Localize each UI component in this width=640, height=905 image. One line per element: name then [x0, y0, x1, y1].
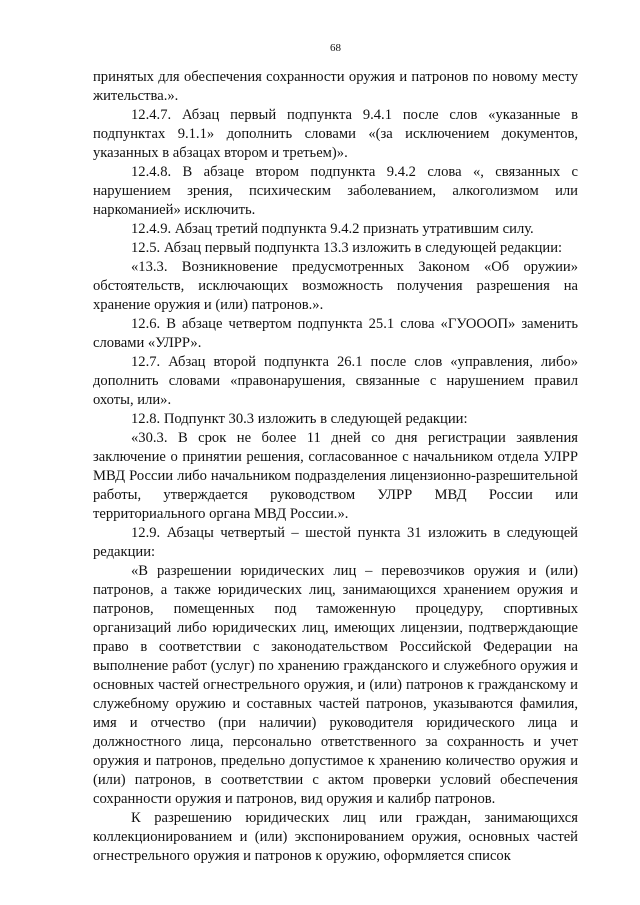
paragraph: «В разрешении юридических лиц – перевозчиков оружия и (или) патронов, а также юридических лиц, занимающихся хранением оружия и патронов, помещенных под таможенную процедуру, спортивных организаций либо юридических лиц, имеющих лицензии, подтверждающие право в соответствии с законодательством Российской Федерации на выполнение работ (услуг) по хранению гражданского и служебного оружия и основных частей огнестрельного оружия, и (или) патронов к гражданскому и служебному оружию и составных частей патронов, указываются фамилия, имя и отчество (при наличии) руководителя юридического лица и должностного лица, персонально ответственного за сохранность и учет оружия и патронов, предельно допустимое к хранению количество оружия и (или) патронов, в соответствии с актом проверки условий обеспечения сохранности оружия и патронов, вид оружия и калибр патронов.: [93, 563, 578, 807]
paragraph: 12.5. Абзац первый подпункта 13.3 изложить в следующей редакции:: [131, 240, 563, 256]
paragraph: принятых для обеспечения сохранности оружия и патронов по новому месту жительства.».: [93, 69, 578, 104]
paragraph: «30.3. В срок не более 11 дней со дня регистрации заявления заключение о принятии решения, согласованное с начальником отдела УЛРР МВД России либо начальником подразделения лицензионно-разрешительной работы, утверждается руководством УЛРР МВД России или территориального органа МВД России.».: [93, 430, 578, 522]
paragraph: 12.4.8. В абзаце втором подпункта 9.4.2 слова «, связанных с нарушением зрения, психическим заболеванием, алкоголизмом или наркоманией» исключить.: [93, 164, 578, 218]
paragraph: «13.3. Возникновение предусмотренных Законом «Об оружии» обстоятельств, исключающих возможность получения разрешения на хранение оружия и (или) патронов.».: [93, 259, 578, 313]
paragraph: К разрешению юридических лиц или граждан, занимающихся коллекционированием и (или) экспонированием оружия, основных частей огнестрельного оружия и патронов к оружию, оформляется список: [93, 810, 578, 864]
paragraph: 12.8. Подпункт 30.3 изложить в следующей редакции:: [131, 411, 468, 427]
paragraph: 12.9. Абзацы четвертый – шестой пункта 31 изложить в следующей редакции:: [93, 525, 578, 560]
paragraph: 12.7. Абзац второй подпункта 26.1 после слов «управления, либо» дополнить словами «правонарушения, связанные с нарушением правил охоты, или».: [93, 354, 578, 408]
page-number: 68: [330, 42, 341, 54]
paragraph: 12.4.9. Абзац третий подпункта 9.4.2 признать утратившим силу.: [131, 221, 534, 237]
paragraph: 12.6. В абзаце четвертом подпункта 25.1 слова «ГУОООП» заменить словами «УЛРР».: [93, 316, 578, 351]
paragraph: 12.4.7. Абзац первый подпункта 9.4.1 после слов «указанные в подпунктах 9.1.1» дополнить словами «(за исключением документов, указанных в абзацах втором и третьем)».: [93, 107, 578, 161]
